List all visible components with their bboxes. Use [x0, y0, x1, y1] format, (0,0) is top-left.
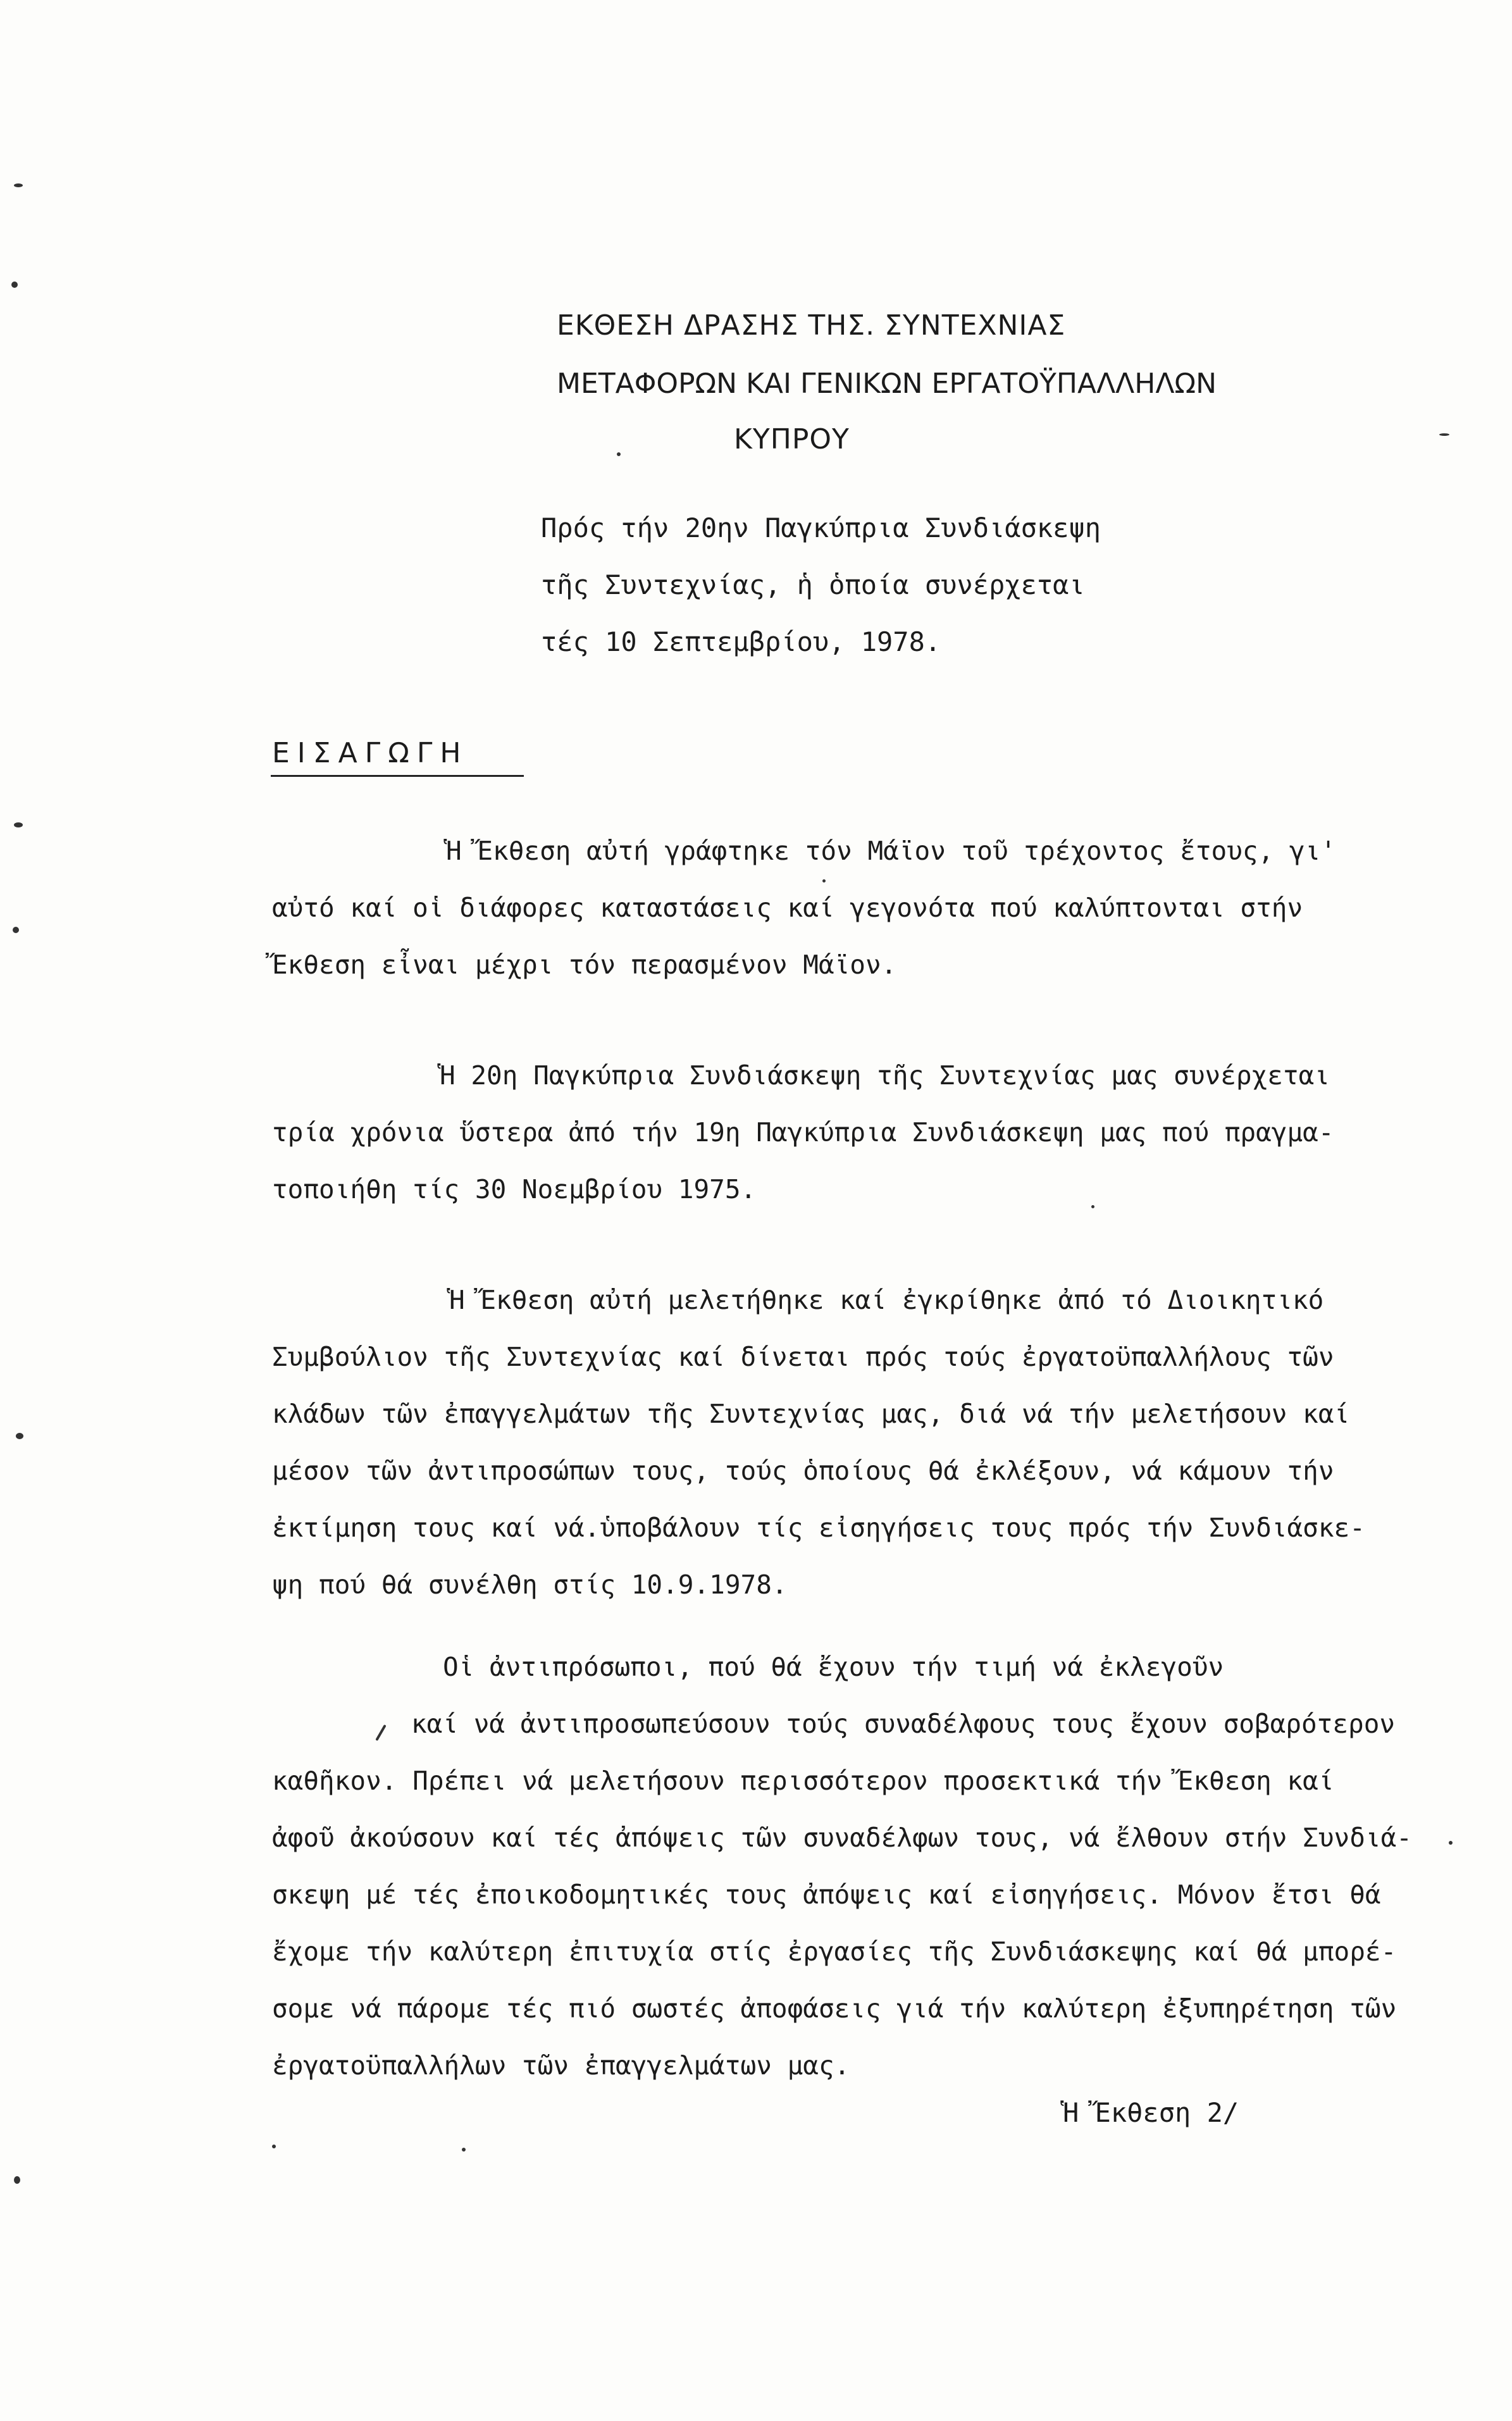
paragraph-2-line: Ἡ 20η Παγκύπρια Συνδιάσκεψη τῆς Συντεχνίας μας συνέρχεται — [440, 1060, 1330, 1091]
paragraph-4 — [272, 1638, 1412, 2094]
scan-speck — [14, 2176, 20, 2184]
paragraph-3-line: ἐκτίμηση τους καί νά.ὑποβάλουν τίς εἰσηγήσεις τους πρός τήν Συνδιάσκε- — [272, 1513, 1365, 1543]
addressee-line-3: τές 10 Σεπτεμβρίου, 1978. — [541, 626, 941, 657]
paragraph-1-line: Ἡ Ἔκθεση αὐτή γράφτηκε τόν Μάϊον τοῦ τρέχοντος ἔτους, γι' — [446, 836, 1336, 866]
scan-speck — [16, 1433, 23, 1439]
paragraph-3-line: κλάδων τῶν ἐπαγγελμάτων τῆς Συντεχνίας μας, διά νά τήν μελετήσουν καί — [272, 1399, 1350, 1429]
scan-speck — [1449, 1841, 1453, 1845]
title-line-2: ΜΕΤΑΦΟΡΩΝ ΚΑΙ ΓΕΝΙΚΩΝ ΕΡΓΑΤΟΫΠΑΛΛΗΛΩΝ — [557, 368, 1217, 400]
paragraph-3-line: ψη πού θά συνέλθη στίς 10.9.1978. — [272, 1570, 788, 1600]
paragraph-1-line: Ἔκθεση εἶναι μέχρι τόν περασμένον Μάϊον. — [272, 950, 897, 980]
scan-speck — [1091, 1205, 1094, 1208]
scan-speck — [14, 183, 23, 187]
paragraph-3-line: Ἡ Ἔκθεση αὐτή μελετήθηκε καί ἐγκρίθηκε ἀπό τό Διοικητικό — [449, 1285, 1324, 1315]
paragraph-4-line: καί νά ἀντιπροσωπεύσουν τούς συναδέλφους τους ἔχουν σοβαρότερον — [411, 1709, 1396, 1739]
section-heading: ΕΙΣΑΓΩΓΗ — [272, 737, 469, 769]
addressee-line-2: τῆς Συντεχνίας, ἡ ὁποία συνέρχεται — [541, 569, 1085, 600]
paragraph-4-line: σομε νά πάρομε τές πιό σωστές ἀποφάσεις γιά τήν καλύτερη ἐξυπηρέτηση τῶν — [272, 1993, 1397, 2024]
paragraph-4-line: ἀφοῦ ἀκούσουν καί τές ἀπόψεις τῶν συναδέλφων τους, νά ἔλθουν στήν Συνδιά- — [272, 1823, 1412, 1853]
paragraph-1 — [272, 822, 1336, 993]
paragraph-4-line: ἐργατοϋπαλλήλων τῶν ἐπαγγελμάτων μας. — [272, 2050, 850, 2081]
paragraph-3 — [272, 1272, 1365, 1613]
paragraph-3-line: Συμβούλιον τῆς Συντεχνίας καί δίνεται πρός τούς ἐργατοϋπαλλήλους τῶν — [272, 1342, 1334, 1372]
paragraph-4-line: Οἱ ἀντιπρόσωποι, πού θά ἔχουν τήν τιμή νά ἐκλεγοῦν — [443, 1652, 1224, 1682]
scan-speck — [14, 822, 23, 827]
paragraph-1-line: αὐτό καί οἱ διάφορες καταστάσεις καί γεγονότα πού καλύπτονται στήν — [272, 893, 1303, 923]
paragraph-4-line: σκεψη μέ τές ἐποικοδομητικές τους ἀπόψεις καί εἰσηγήσεις. Μόνον ἔτσι θά — [272, 1879, 1381, 1910]
scan-speck — [462, 2148, 466, 2152]
paragraph-2-line: τρία χρόνια ὕστερα ἀπό τήν 19η Παγκύπρια Συνδιάσκεψη μας πού πραγμα- — [272, 1117, 1334, 1148]
paragraph-3-line: μέσον τῶν ἀντιπροσώπων τους, τούς ὁποίους θά ἐκλέξουν, νά κάμουν τήν — [272, 1456, 1334, 1486]
addressee-block — [541, 500, 1237, 671]
scan-speck — [822, 879, 826, 882]
paragraph-2 — [272, 1047, 1334, 1218]
paragraph-4-line: καθῆκον. Πρέπει νά μελετήσουν περισσότερον προσεκτικά τήν Ἔκθεση καί — [272, 1766, 1334, 1796]
title-line-1: ΕΚΘΕΣΗ ΔΡΑΣΗΣ ΤΗΣ. ΣΥΝΤΕΧΝΙΑΣ — [557, 309, 1066, 342]
page-continuation-marker: Ἡ Ἔκθεση 2/ — [1063, 2097, 1239, 2128]
scan-speck — [13, 927, 19, 933]
title-line-3: ΚΥΠΡΟΥ — [734, 423, 850, 455]
scan-speck — [1439, 433, 1449, 436]
paragraph-2-line: τοποιήθη τίς 30 Νοεμβρίου 1975. — [272, 1174, 757, 1204]
addressee-line-1: Πρός τήν 20ην Παγκύπρια Συνδιάσκεψη — [541, 512, 1101, 543]
section-heading-underline — [271, 775, 524, 777]
scan-speck — [617, 452, 621, 456]
scan-speck — [11, 282, 18, 288]
paragraph-4-line: ἔχομε τήν καλύτερη ἐπιτυχία στίς ἐργασίες τῆς Συνδιάσκεψης καί θά μπορέ- — [272, 1936, 1397, 1967]
scan-speck — [272, 2145, 276, 2148]
